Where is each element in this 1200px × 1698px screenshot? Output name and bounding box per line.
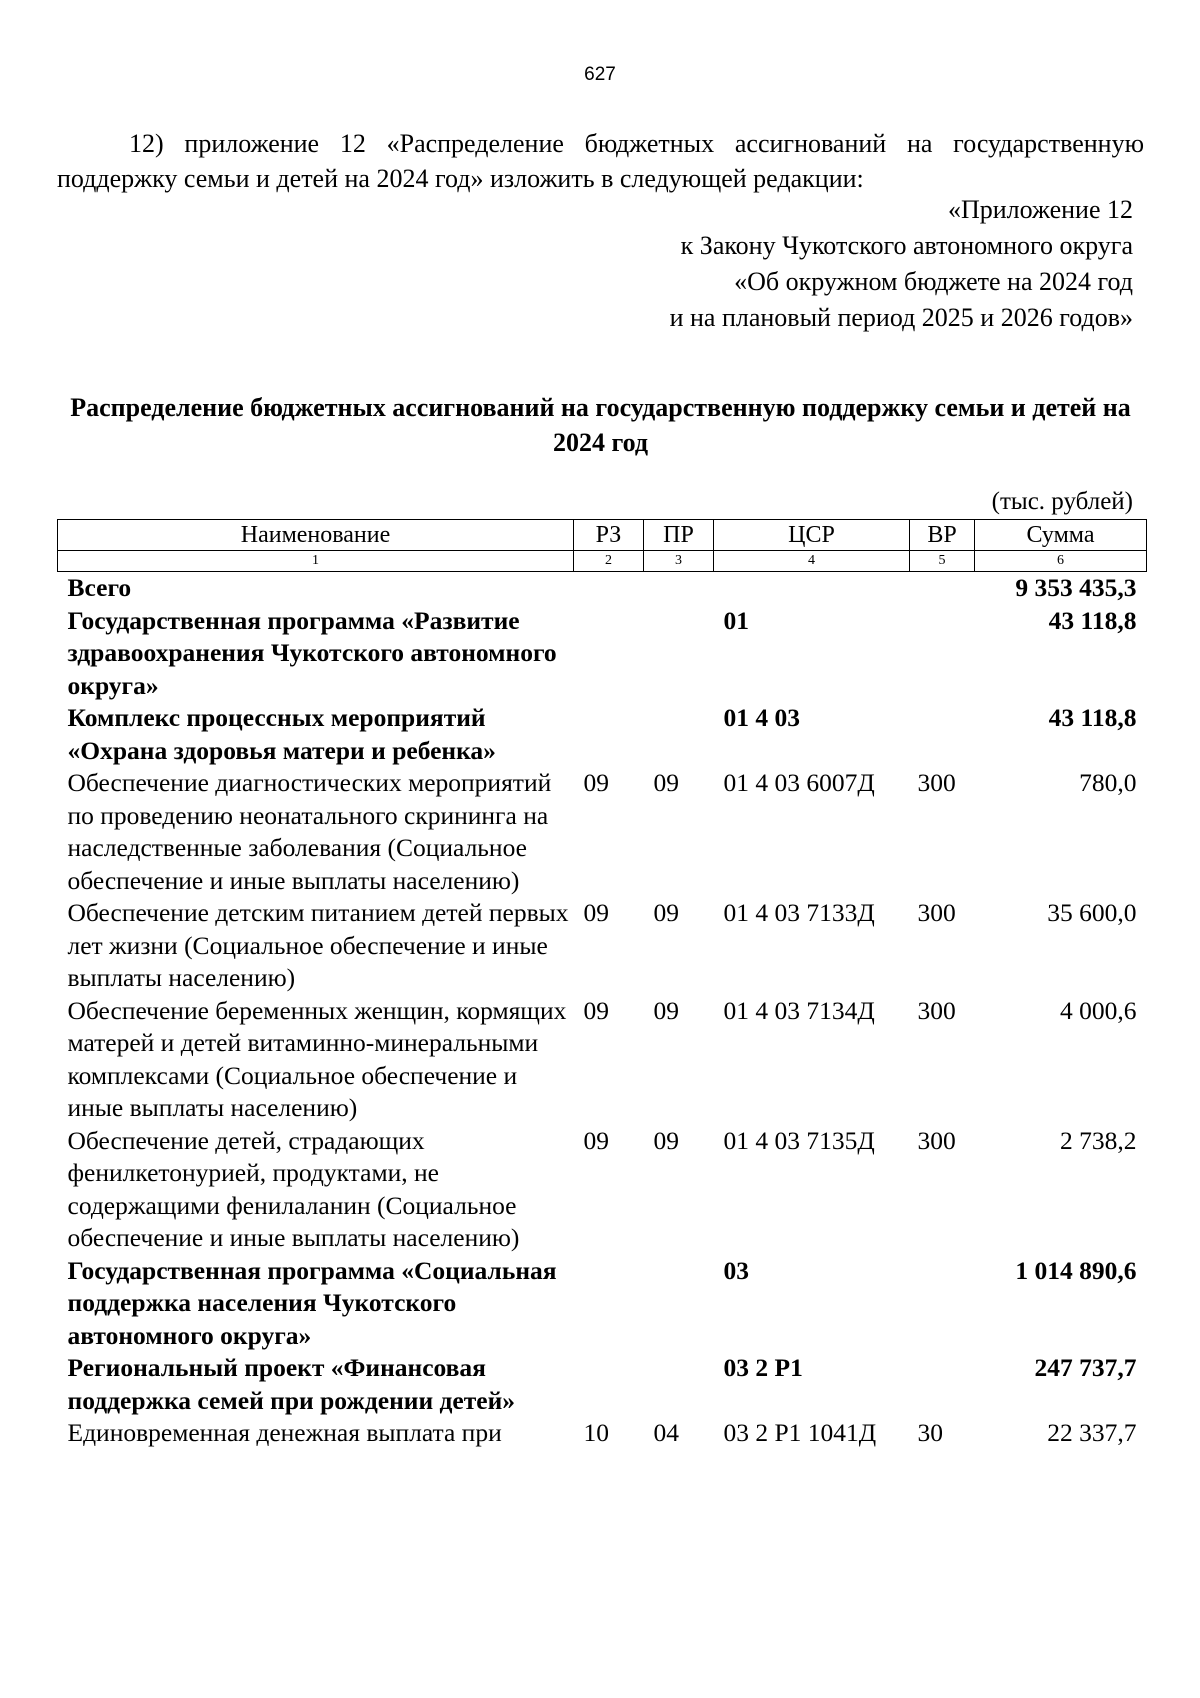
header-name: Наименование [58, 520, 574, 551]
row-sum-cell: 43 118,8 [1048, 703, 1137, 732]
header-pr: ПР [644, 520, 714, 551]
row-vr-cell [910, 572, 975, 605]
column-number: 4 [714, 551, 910, 572]
row-rz-cell [574, 702, 644, 767]
row-rz-cell [574, 1255, 644, 1353]
row-name-cell: Обеспечение детским питанием детей первых лет жизни (Социальное обеспечение и иные выплаты населению) [67, 898, 569, 992]
row-rz-cell [574, 605, 644, 703]
table-row [58, 1125, 1147, 1255]
row-name-cell: Государственная программа «Развитие здравоохранения Чукотского автономного округа» [67, 605, 557, 700]
table-row [58, 995, 1147, 1125]
amendment-paragraph [57, 126, 1144, 196]
row-sum-cell: 43 118,8 [1048, 605, 1137, 635]
column-number: 1 [58, 551, 574, 572]
row-name-cell: Комплекс процессных мероприятий «Охрана здоровья матери и ребенка» [67, 703, 496, 765]
table-row [58, 767, 1147, 897]
table-row [58, 1417, 1147, 1450]
row-csr-cell: 01 4 03 7134Д [723, 995, 875, 1025]
row-vr-cell [910, 1352, 975, 1417]
column-number: 2 [574, 551, 644, 572]
row-vr-cell [910, 1255, 975, 1353]
row-csr-cell: 03 2 Р1 [723, 1353, 803, 1382]
row-csr-cell: 01 4 03 7133Д [723, 898, 875, 927]
row-pr-cell: 09 [653, 995, 679, 1025]
column-number-row [58, 551, 1147, 572]
allocation-table [57, 519, 1147, 1450]
table-row [58, 1352, 1147, 1417]
amendment-text: 12) приложение 12 «Распределение бюджетных ассигнований на государственную поддержку семьи и детей на 2024 год» изложить в следующей редакции: [57, 129, 1144, 193]
row-sum-cell: 22 337,7 [1047, 1418, 1137, 1447]
appendix-line-4: и на плановый период 2025 и 2026 годов» [669, 303, 1133, 332]
appendix-line-3: «Об окружном бюджете на 2024 год [734, 267, 1133, 296]
row-csr-cell: 03 2 Р1 1041Д [723, 1418, 877, 1447]
appendix-line-2: к Закону Чукотского автономного округа [680, 231, 1133, 260]
row-vr-cell: 30 [917, 1418, 943, 1447]
row-csr-cell: 01 4 03 6007Д [723, 768, 875, 797]
row-name-cell: Обеспечение детей, страдающих фенилкетонурией, продуктами, не содержащими фенилаланин (Социальное обеспечение и иные выплаты населению) [67, 1125, 520, 1252]
table-header-row [58, 520, 1147, 551]
table-row [58, 1255, 1147, 1353]
page-number: 627 [584, 64, 616, 85]
row-rz-cell [574, 572, 644, 605]
row-sum-cell: 35 600,0 [1047, 898, 1137, 927]
units-note: (тыс. рублей) [991, 488, 1133, 515]
row-vr-cell: 300 [917, 1125, 956, 1155]
table-body [58, 572, 1147, 1450]
row-pr-cell [644, 702, 714, 767]
row-csr-cell: 01 [723, 605, 749, 635]
document-title: Распределение бюджетных ассигнований на государственную поддержку семьи и детей на 2024 год [70, 393, 1131, 457]
row-pr-cell: 09 [653, 1125, 679, 1155]
table-row [58, 572, 1147, 605]
row-pr-cell: 09 [653, 898, 679, 927]
header-vr: ВР [910, 520, 975, 551]
column-number: 3 [644, 551, 714, 572]
table-row [58, 702, 1147, 767]
appendix-line-1: «Приложение 12 [947, 195, 1133, 224]
row-vr-cell: 300 [917, 768, 956, 797]
row-pr-cell [644, 572, 714, 605]
table-row [58, 605, 1147, 703]
row-rz-cell: 10 [583, 1418, 609, 1447]
row-name-cell [58, 1417, 574, 1450]
row-pr-cell [644, 1255, 714, 1353]
row-csr-cell [714, 572, 910, 605]
row-sum-cell: 780,0 [1079, 768, 1137, 797]
row-vr-cell: 300 [917, 995, 956, 1025]
row-csr-cell: 03 [723, 1255, 749, 1285]
row-vr-cell: 300 [917, 898, 956, 927]
row-csr-cell: 01 4 03 7135Д [723, 1125, 875, 1155]
row-sum-cell: 2 738,2 [1060, 1125, 1137, 1155]
row-pr-cell: 04 [653, 1418, 679, 1447]
row-rz-cell: 09 [583, 1125, 609, 1155]
column-number: 6 [975, 551, 1147, 572]
table-row [58, 897, 1147, 995]
row-pr-cell [644, 1352, 714, 1417]
header-csr: ЦСР [714, 520, 910, 551]
row-sum-cell: 247 737,7 [1034, 1353, 1137, 1382]
row-name-text: Единовременная денежная выплата при [67, 1418, 502, 1447]
row-csr-cell: 01 4 03 [723, 703, 800, 732]
row-rz-cell [574, 1352, 644, 1417]
row-sum-cell: 9 353 435,3 [1015, 573, 1137, 602]
row-pr-cell [644, 605, 714, 703]
header-sum: Сумма [975, 520, 1147, 551]
header-rz: РЗ [574, 520, 644, 551]
row-sum-cell: 1 014 890,6 [1015, 1255, 1137, 1285]
row-name-cell: Обеспечение беременных женщин, кормящих матерей и детей витаминно-минеральными комплексами (Социальное обеспечение и иные выплаты населению) [67, 995, 567, 1122]
row-sum-cell: 4 000,6 [1060, 995, 1137, 1025]
row-name-cell: Всего [67, 573, 132, 602]
row-name-cell: Региональный проект «Финансовая поддержка семей при рождении детей» [67, 1353, 516, 1415]
row-vr-cell [910, 702, 975, 767]
row-rz-cell: 09 [583, 768, 609, 797]
row-rz-cell: 09 [583, 898, 609, 927]
row-rz-cell: 09 [583, 995, 609, 1025]
column-number: 5 [910, 551, 975, 572]
row-pr-cell: 09 [653, 768, 679, 797]
appendix-heading [670, 192, 1133, 336]
row-name-cell: Государственная программа «Социальная поддержка населения Чукотского автономного округа» [67, 1255, 557, 1350]
row-name-cell: Обеспечение диагностических мероприятий по проведению неонатального скрининга на наследственные заболевания (Социальное обеспечение и иные выплаты населению) [67, 768, 552, 895]
row-vr-cell [910, 605, 975, 703]
